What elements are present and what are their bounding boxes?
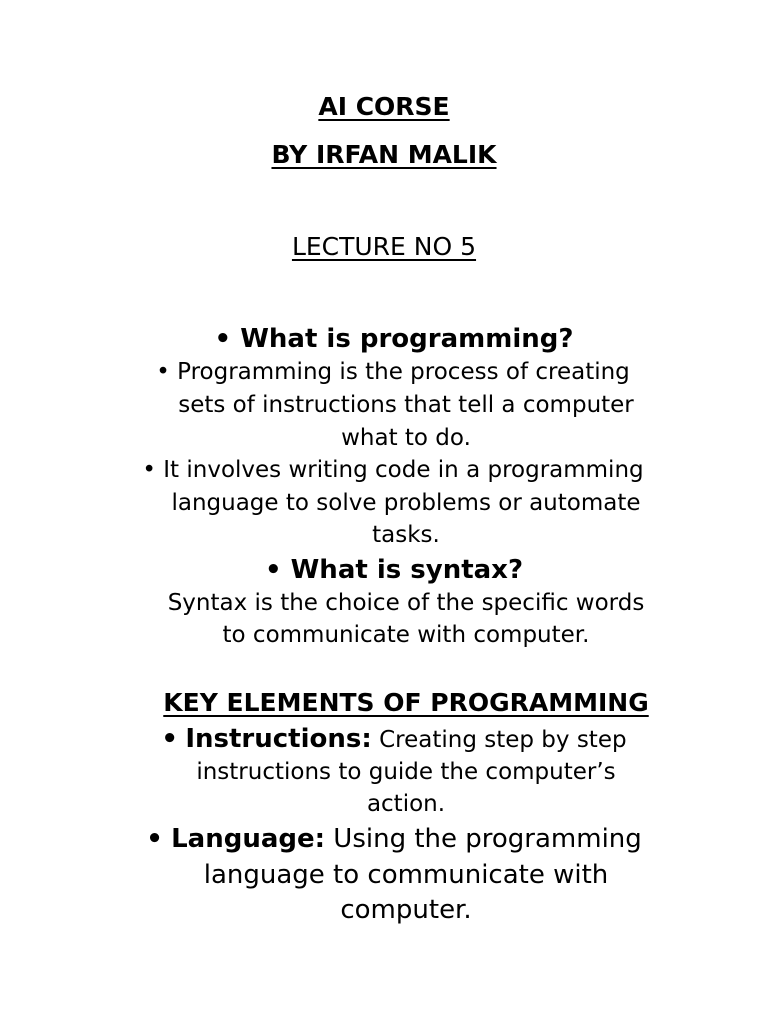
- paragraph-line: tasks.: [372, 522, 440, 548]
- bullet-icon: •: [142, 457, 156, 483]
- author-line: BY IRFAN MALIK: [271, 140, 497, 169]
- paragraph-line: action.: [366, 791, 446, 817]
- bullet-icon: •: [146, 824, 163, 854]
- paragraph-line: instructions to guide the computer’s: [196, 759, 616, 785]
- bullet-icon: •: [264, 555, 282, 585]
- question-syntax: [10, 555, 768, 585]
- paragraph-line: what to do.: [341, 425, 471, 451]
- paragraph-line: language to communicate with: [203, 860, 609, 890]
- bullet-icon: •: [161, 724, 179, 754]
- paragraph-line: language to solve problems or automate: [171, 490, 641, 516]
- key-elements-heading: KEY ELEMENTS OF PROGRAMMING: [163, 688, 649, 717]
- paragraph-line: computer.: [340, 895, 472, 925]
- question-text: What is programming?: [240, 324, 574, 354]
- paragraph-line: [9, 457, 768, 483]
- key-element-instructions: [10, 724, 768, 754]
- bullet-icon: •: [156, 359, 170, 385]
- question-programming: [10, 324, 768, 354]
- paragraph-text: It involves writing code in a programming: [163, 457, 644, 483]
- bullet-icon: •: [214, 324, 232, 354]
- term-label: Language:: [171, 824, 326, 854]
- paragraph-line: to communicate with computer.: [222, 622, 590, 648]
- term-description: Creating step by step: [379, 727, 627, 753]
- course-title: AI CORSE: [318, 92, 450, 121]
- paragraph-line: Syntax is the choice of the specific words: [167, 590, 645, 616]
- lecture-number: LECTURE NO 5: [291, 232, 477, 261]
- term-label: Instructions:: [185, 724, 372, 754]
- paragraph-line: [9, 359, 768, 385]
- term-description: Using the programming: [333, 824, 642, 854]
- question-text: What is syntax?: [290, 555, 524, 585]
- key-element-language: [10, 824, 768, 854]
- paragraph-text: Programming is the process of creating: [177, 359, 630, 385]
- paragraph-line: sets of instructions that tell a computer: [178, 392, 634, 418]
